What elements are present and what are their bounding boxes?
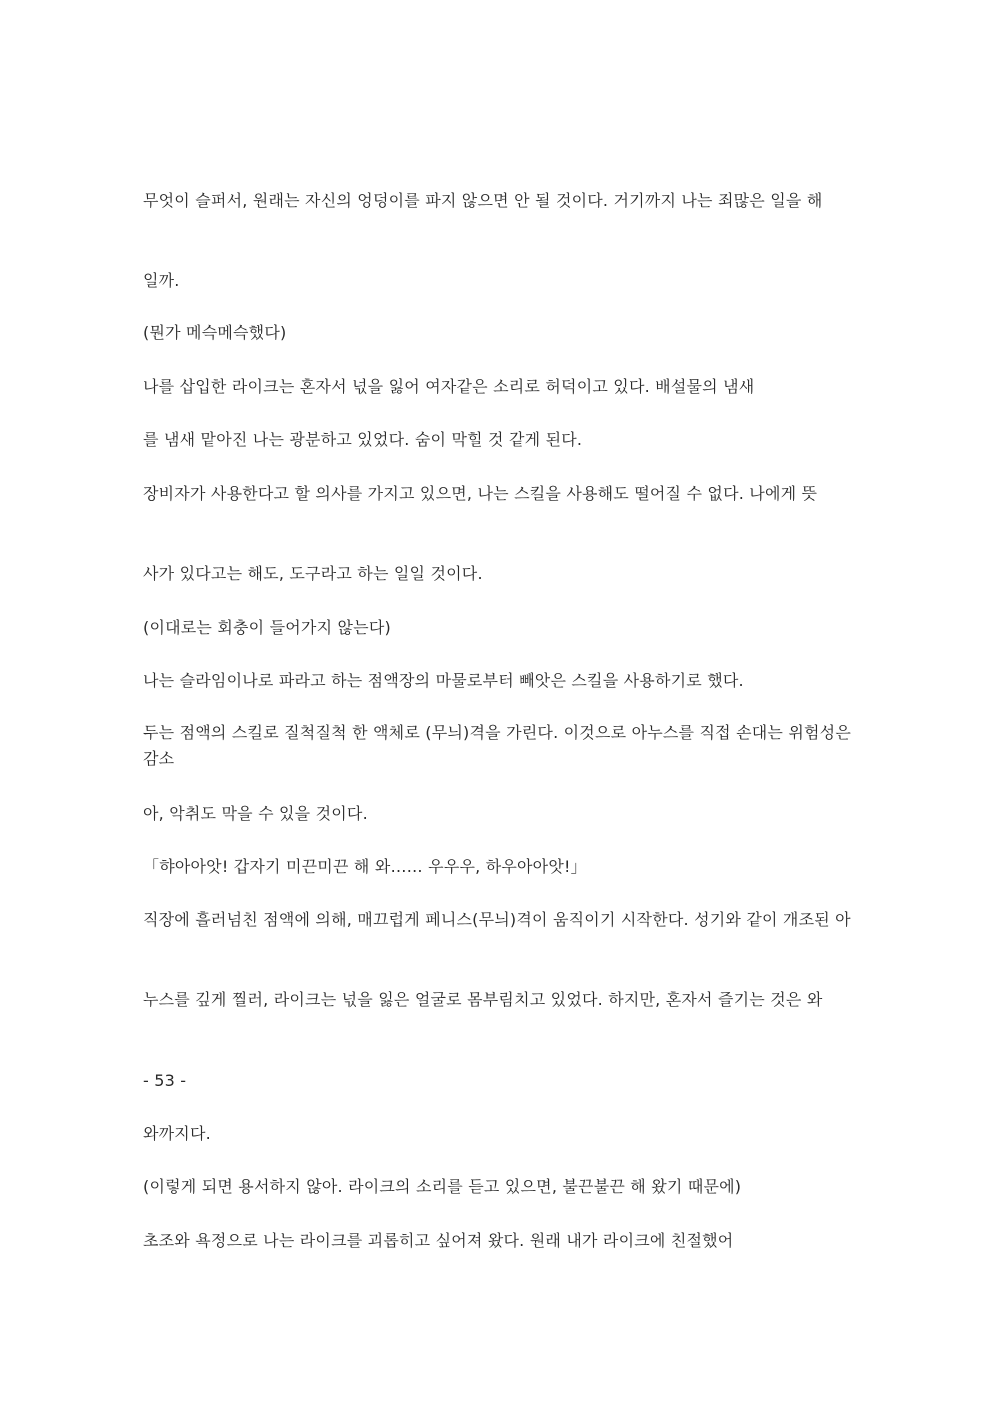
paragraph-9: 나는 슬라임이나로 파라고 하는 점액장의 마물로부터 빼앗은 스킬을 사용하기로 했다.: [143, 671, 744, 690]
paragraph-10: 두는 점액의 스킬로 질척질척 한 액체로 (무늬)격을 가린다. 이것으로 아누스를 직접 손대는 위험성은 감소: [143, 723, 851, 768]
paragraph-15: 와까지다.: [143, 1124, 211, 1143]
paragraph-17: 초조와 욕정으로 나는 라이크를 괴롭히고 싶어져 왔다. 원래 내가 라이크에 친절했어: [143, 1231, 734, 1250]
paragraph-14: 누스를 깊게 찔러, 라이크는 넋을 잃은 얼굴로 몸부림치고 있었다. 하지만, 혼자서 즐기는 것은 와: [143, 990, 823, 1009]
paragraph-1: 무엇이 슬퍼서, 원래는 자신의 엉덩이를 파지 않으면 안 될 것이다. 거기까지 나는 죄많은 일을 해: [143, 191, 823, 210]
paragraph-12: 「햐아아앗! 갑자기 미끈미끈 해 와…… 우우우, 하우아아앗!」: [143, 857, 587, 876]
paragraph-7: 사가 있다고는 해도, 도구라고 하는 일일 것이다.: [143, 564, 483, 583]
paragraph-6: 장비자가 사용한다고 할 의사를 가지고 있으면, 나는 스킬을 사용해도 떨어질 수 없다. 나에게 뜻: [143, 484, 818, 503]
paragraph-2: 일까.: [143, 271, 180, 290]
paragraph-8: (이대로는 회충이 들어가지 않는다): [143, 618, 391, 637]
paragraph-3: (뭔가 메슥메슥했다): [143, 323, 287, 342]
paragraph-4: 나를 삽입한 라이크는 혼자서 넋을 잃어 여자같은 소리로 허덕이고 있다. 배설물의 냄새: [143, 377, 755, 396]
paragraph-13: 직장에 흘러넘친 점액에 의해, 매끄럽게 페니스(무늬)격이 움직이기 시작한다. 성기와 같이 개조된 아: [143, 910, 851, 929]
paragraph-16: (이렇게 되면 용서하지 않아. 라이크의 소리를 듣고 있으면, 불끈불끈 해 왔기 때문에): [143, 1177, 742, 1196]
paragraph-11: 아, 악취도 막을 수 있을 것이다.: [143, 804, 368, 823]
paragraph-5: 를 냄새 맡아진 나는 광분하고 있었다. 숨이 막힐 것 같게 된다.: [143, 430, 583, 449]
page-number: - 53 -: [143, 1071, 187, 1090]
